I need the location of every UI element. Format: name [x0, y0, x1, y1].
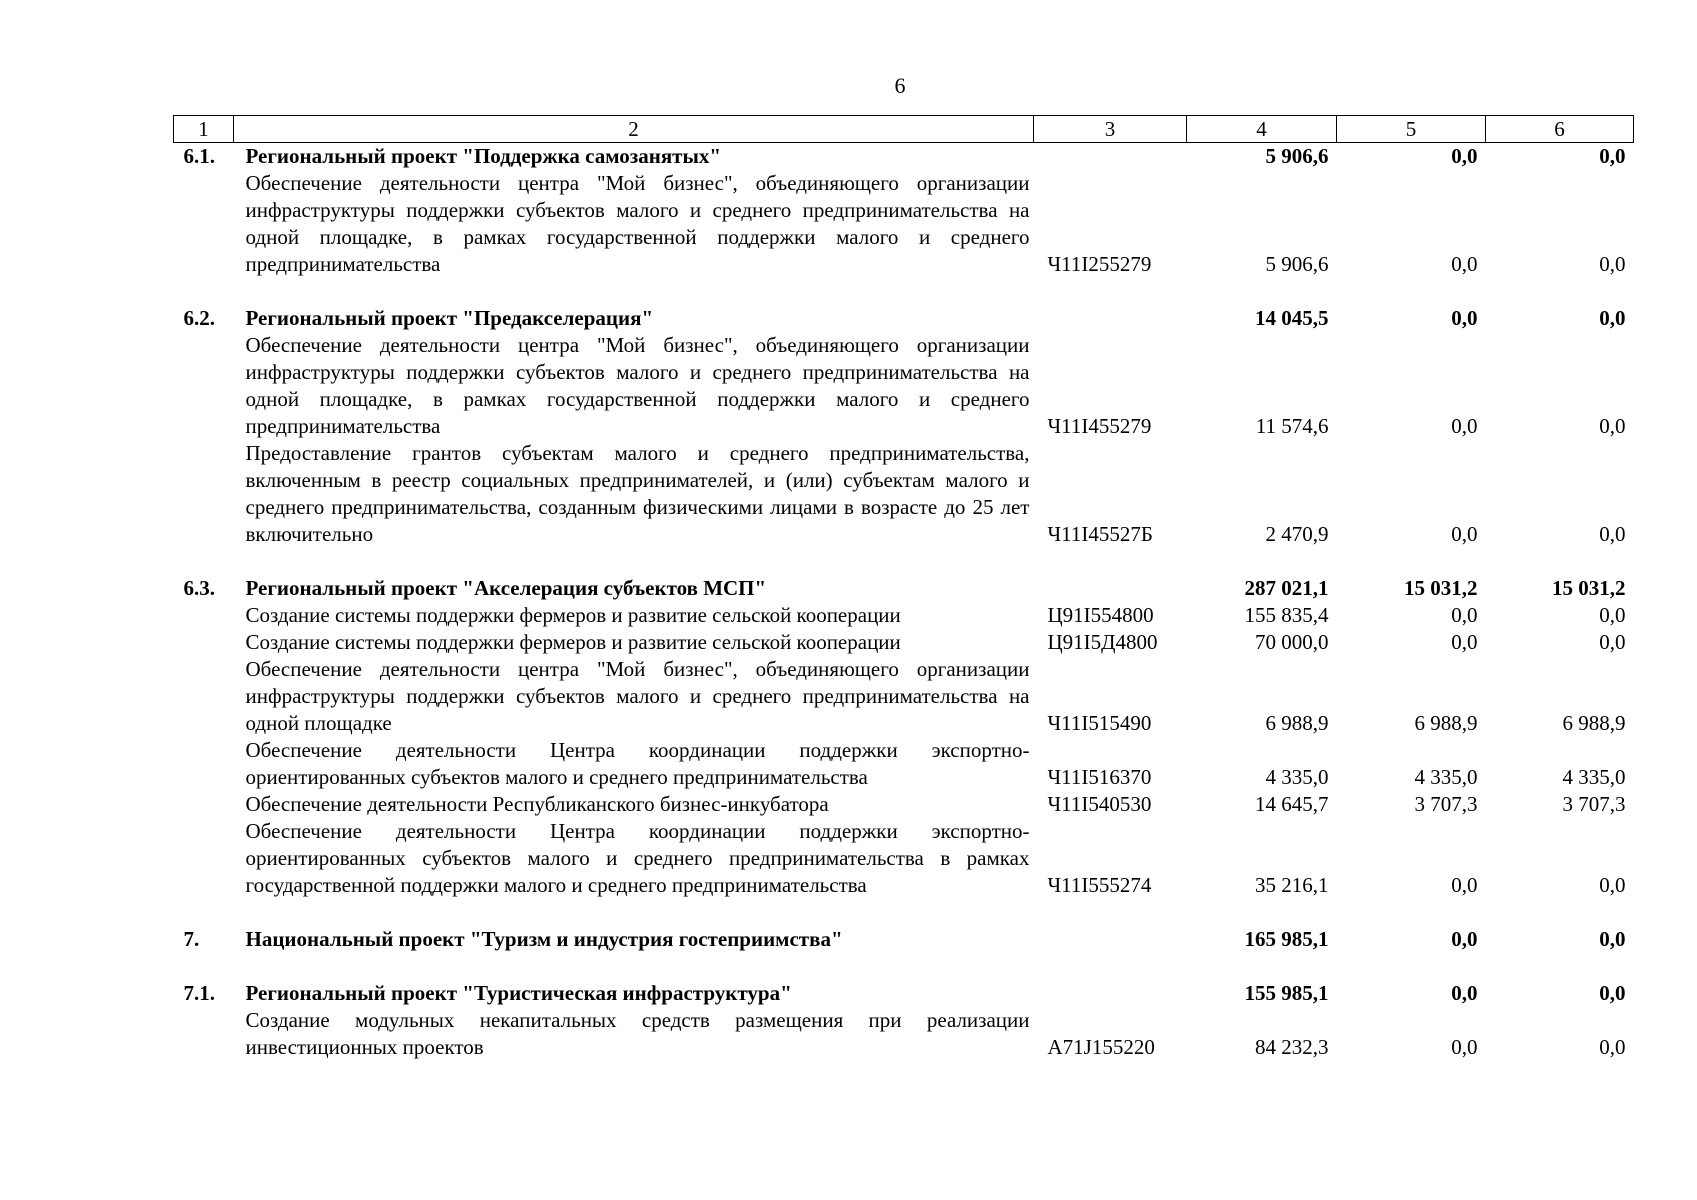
table-row: [174, 332, 1634, 440]
row-value-col5: 6 988,9: [1414, 711, 1478, 735]
section-value-col6: 0,0: [1599, 981, 1626, 1005]
row-number: [174, 1007, 234, 1061]
table-row: [174, 1007, 1634, 1061]
section-number: 7.: [183, 927, 200, 951]
row-value-col6: 6 988,9: [1562, 711, 1626, 735]
row-number: [174, 737, 234, 791]
row-description: Предоставление грантов субъектам малого и среднего предпринимательства, включенным в реестр социальных предпринимателей, и (или) субъектам малого и среднего предпринимательства, созданным физическими лицами в возрасте до 25 лет включительно: [245, 441, 1030, 546]
row-value-col6: 0,0: [1599, 522, 1626, 546]
section-number: 6.2.: [183, 306, 215, 330]
section-number: 6.3.: [183, 576, 215, 600]
row-value-col6: 0,0: [1599, 252, 1626, 276]
row-number: [174, 602, 234, 629]
column-header: 2: [234, 116, 1034, 143]
section-title: Региональный проект "Предакселерация": [245, 306, 654, 330]
section-header-row: [174, 980, 1634, 1007]
row-value-col5: 0,0: [1451, 603, 1478, 627]
spacer-cell: [174, 278, 1634, 305]
budget-table: [173, 115, 1634, 1061]
row-code: Ц91I554800: [1047, 603, 1154, 627]
row-number: [174, 791, 234, 818]
table-row: [174, 737, 1634, 791]
section-value-col4: 155 985,1: [1244, 981, 1329, 1005]
section-value-col4: 287 021,1: [1244, 576, 1329, 600]
spacer-row: [174, 278, 1634, 305]
row-number: [174, 656, 234, 737]
row-number: [174, 440, 234, 548]
row-description: Обеспечение деятельности Республиканского бизнес-инкубатора: [245, 792, 829, 816]
row-value-col5: 0,0: [1451, 873, 1478, 897]
row-value-col4: 70 000,0: [1255, 630, 1329, 654]
row-number: [174, 170, 234, 278]
section-value-col5: 0,0: [1451, 144, 1478, 168]
row-code: Ч11I255279: [1047, 252, 1152, 276]
row-number: [174, 332, 234, 440]
section-value-col5: 0,0: [1451, 981, 1478, 1005]
row-number: [174, 818, 234, 899]
section-title: Региональный проект "Поддержка самозанятых": [245, 144, 722, 168]
row-value-col4: 4 335,0: [1265, 765, 1329, 789]
row-code: Ц91I5Д4800: [1047, 630, 1158, 654]
row-value-col6: 0,0: [1599, 603, 1626, 627]
section-code: [1034, 575, 1187, 602]
column-header: 5: [1337, 116, 1486, 143]
row-description: Обеспечение деятельности Центра координации поддержки экспортно-ориентированных субъектов малого и среднего предпринимательства в рамках государственной поддержки малого и среднего предпринимательства: [245, 819, 1030, 897]
row-code: Ч11I516370: [1047, 765, 1152, 789]
section-header-row: [174, 575, 1634, 602]
section-code: [1034, 143, 1187, 171]
row-value-col4: 35 216,1: [1255, 873, 1329, 897]
spacer-cell: [174, 899, 1634, 926]
row-description: Создание модульных некапитальных средств размещения при реализации инвестиционных проектов: [245, 1008, 1030, 1059]
table-row: [174, 818, 1634, 899]
section-value-col4: 5 906,6: [1265, 144, 1329, 168]
section-value-col4: 165 985,1: [1244, 927, 1329, 951]
row-value-col4: 6 988,9: [1265, 711, 1329, 735]
table-row: [174, 602, 1634, 629]
section-code: [1034, 980, 1187, 1007]
table-row: [174, 656, 1634, 737]
section-code: [1034, 305, 1187, 332]
row-value-col6: 0,0: [1599, 630, 1626, 654]
row-value-col4: 155 835,4: [1244, 603, 1329, 627]
table-row: [174, 791, 1634, 818]
row-code: Ч11I555274: [1047, 873, 1152, 897]
section-value-col5: 15 031,2: [1404, 576, 1478, 600]
row-description: Создание системы поддержки фермеров и развитие сельской кооперации: [245, 603, 901, 627]
row-number: [174, 629, 234, 656]
row-value-col4: 5 906,6: [1265, 252, 1329, 276]
row-value-col5: 0,0: [1451, 1035, 1478, 1059]
row-value-col4: 11 574,6: [1255, 414, 1329, 438]
spacer-cell: [174, 953, 1634, 980]
section-value-col4: 14 045,5: [1255, 306, 1329, 330]
section-title: Национальный проект "Туризм и индустрия гостеприимства": [245, 927, 843, 951]
row-value-col5: 0,0: [1451, 522, 1478, 546]
spacer-row: [174, 899, 1634, 926]
section-title: Региональный проект "Туристическая инфраструктура": [245, 981, 792, 1005]
spacer-row: [174, 953, 1634, 980]
column-header: 3: [1034, 116, 1187, 143]
row-code: Ч11I540530: [1047, 792, 1152, 816]
row-value-col5: 0,0: [1451, 414, 1478, 438]
section-value-col6: 0,0: [1599, 144, 1626, 168]
table-body: [174, 143, 1634, 1062]
row-description: Обеспечение деятельности центра "Мой бизнес", объединяющего организации инфраструктуры поддержки субъектов малого и среднего предпринимательства на одной площадке: [245, 657, 1030, 735]
page-number: 6: [894, 73, 906, 98]
section-value-col6: 0,0: [1599, 927, 1626, 951]
row-code: Ч11I515490: [1047, 711, 1152, 735]
section-number: 7.1.: [183, 981, 215, 1005]
section-header-row: [174, 305, 1634, 332]
row-value-col6: 4 335,0: [1562, 765, 1626, 789]
row-description: Создание системы поддержки фермеров и развитие сельской кооперации: [245, 630, 901, 654]
row-description: Обеспечение деятельности центра "Мой бизнес", объединяющего организации инфраструктуры поддержки субъектов малого и среднего предпринимательства на одной площадке, в рамках государственной поддержки малого и среднего предпринимательства: [245, 333, 1030, 438]
row-value-col5: 0,0: [1451, 252, 1478, 276]
row-code: А71J155220: [1047, 1035, 1155, 1059]
spacer-cell: [174, 548, 1634, 575]
spacer-row: [174, 548, 1634, 575]
row-description: Обеспечение деятельности центра "Мой бизнес", объединяющего организации инфраструктуры поддержки субъектов малого и среднего предпринимательства на одной площадке, в рамках государственной поддержки малого и среднего предпринимательства: [245, 171, 1030, 276]
row-value-col4: 14 645,7: [1255, 792, 1329, 816]
column-header: 1: [174, 116, 234, 143]
section-header-row: [174, 926, 1634, 953]
row-description: Обеспечение деятельности Центра координации поддержки экспортно-ориентированных субъектов малого и среднего предпринимательства: [245, 738, 1030, 789]
section-number: 6.1.: [183, 144, 215, 168]
section-header-row: [174, 143, 1634, 171]
column-header: 4: [1187, 116, 1337, 143]
row-value-col4: 84 232,3: [1255, 1035, 1329, 1059]
row-code: Ч11I455279: [1047, 414, 1152, 438]
section-value-col6: 0,0: [1599, 306, 1626, 330]
table-row: [174, 440, 1634, 548]
row-value-col6: 0,0: [1599, 1035, 1626, 1059]
section-value-col6: 15 031,2: [1552, 576, 1626, 600]
row-code: Ч11I45527Б: [1047, 522, 1153, 546]
column-header-row: [174, 116, 1634, 143]
row-value-col6: 0,0: [1599, 873, 1626, 897]
section-value-col5: 0,0: [1451, 306, 1478, 330]
section-value-col5: 0,0: [1451, 927, 1478, 951]
table-row: [174, 170, 1634, 278]
section-title: Региональный проект "Акселерация субъектов МСП": [245, 576, 767, 600]
row-value-col5: 4 335,0: [1414, 765, 1478, 789]
row-value-col4: 2 470,9: [1265, 522, 1329, 546]
row-value-col5: 0,0: [1451, 630, 1478, 654]
table-row: [174, 629, 1634, 656]
column-header: 6: [1486, 116, 1634, 143]
section-code: [1034, 926, 1187, 953]
row-value-col6: 0,0: [1599, 414, 1626, 438]
row-value-col6: 3 707,3: [1562, 792, 1626, 816]
row-value-col5: 3 707,3: [1414, 792, 1478, 816]
